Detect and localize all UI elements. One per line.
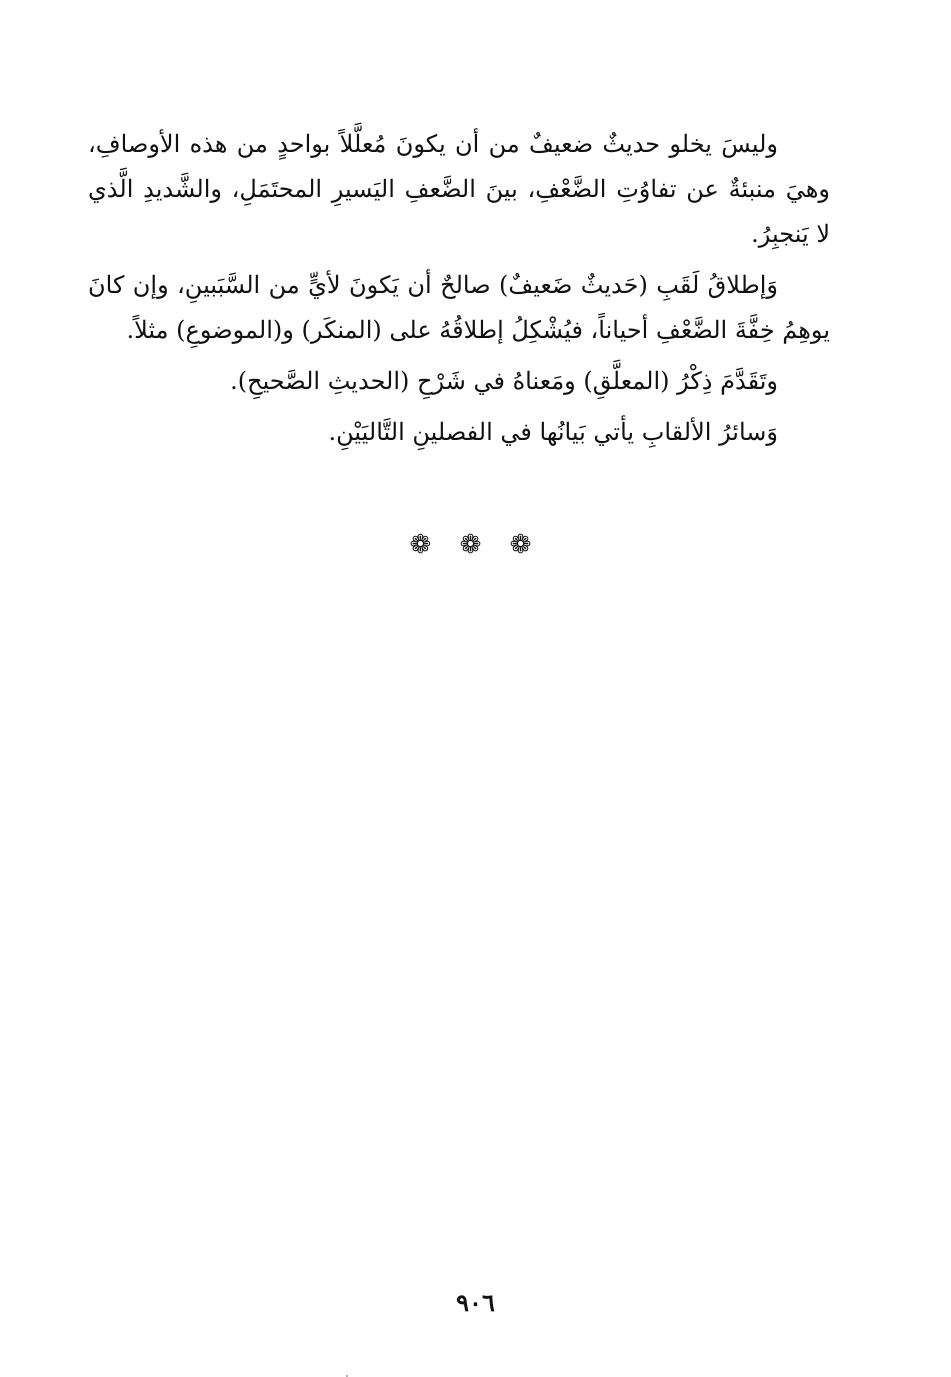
paragraph-1: وليسَ يخلو حديثٌ ضعيفٌ من أن يكونَ مُعلَّلاً بواحدٍ من هذه الأوصافِ، وهيَ منبئةٌ عن تفاوُتِ الضَّعْفِ، بينَ الضَّعفِ اليَسيرِ المحتَمَلِ، والشَّديدِ الَّذي لا يَنجبِرُ. (88, 130, 830, 248)
paragraph-4: وَسائرُ الألقابِ يأتي بَيانُها في الفصلينِ التَّاليَيْنِ. (328, 418, 778, 446)
page-number: ٩٠٦ (456, 1288, 495, 1317)
paragraph-3: وتَقَدَّمَ ذِكْرُ (المعلَّقِ) ومَعناهُ في شَرْحِ (الحديثِ الصَّحيحِ). (230, 367, 778, 395)
section-separator: ❁ ❁ ❁ (409, 530, 542, 560)
paragraph-2: وَإطلاقُ لَقَبِ (حَديثٌ ضَعيفٌ) صالحٌ أن يَكونَ لأيٍّ من السَّبَبينِ، وإن كانَ يوهِمُ خِفَّةَ الضَّعْفِ أحياناً، فيُشْكِلُ إطلاقُهُ على (المنكَر) و(الموضوعِ) مثلاً. (88, 271, 830, 344)
body-text (88, 122, 830, 461)
